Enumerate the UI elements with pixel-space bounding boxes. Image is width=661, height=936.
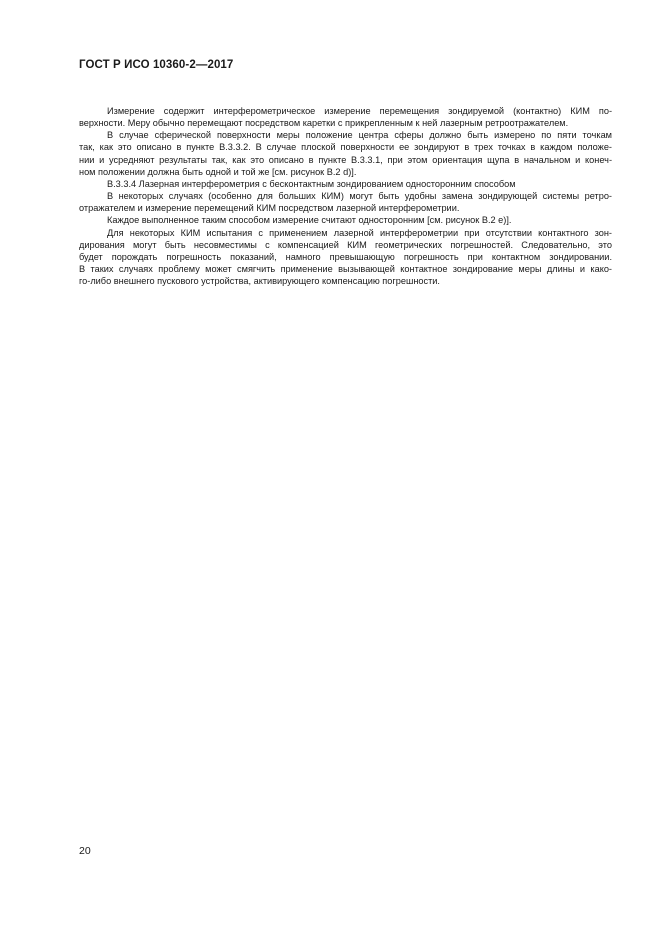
text-line: Измерение содержит интерферометрическое измерение перемещения зондируемой (контактно) КИМ по- <box>107 106 612 116</box>
text-line: будет порождать погрешность показаний, намного превышающую погрешность при контактном зондировании. <box>79 251 612 262</box>
page-number: 20 <box>79 845 91 857</box>
text-line: Для некоторых КИМ испытания с применением лазерной интерферометрии при отсутствии контактного зон- <box>107 227 612 238</box>
text-line: нии и усредняют результаты так, как это описано в пункте B.3.3.1, при этом ориентация щупа в начальном и конеч- <box>79 154 612 165</box>
text-line: Каждое выполненное таким способом измерение считают односторонним [см. рисунок B.2 e)]. <box>107 215 512 226</box>
text-line: верхности. Меру обычно перемещают посредством каретки с прикрепленным к ней лазерным ретроотражателем. <box>79 118 569 129</box>
text-line: так, как это описано в пункте B.3.3.2. В случае плоской поверхности ее зондируют в трех точках в каждом положе- <box>79 142 612 153</box>
body-text <box>79 105 612 287</box>
text-line: В случае сферической поверхности меры положение центра сферы должно быть измерено по пяти точкам <box>107 130 612 141</box>
text-line: ном положении должна быть одной и той же [см. рисунок B.2 d)]. <box>79 166 357 177</box>
text-line: отражателем и измерение перемещений КИМ посредством лазерной интерферометрии. <box>79 203 460 214</box>
section-heading: B.3.3.4 Лазерная интерферометрия с бесконтактным зондированием односторонним способом <box>107 178 516 189</box>
text-line: го-либо внешнего пускового устройства, активирующего компенсацию погрешности. <box>79 276 440 287</box>
text-line: дирования могут быть несовместимы с компенсацией КИМ геометрических погрешностей. Следовательно, это <box>79 239 612 250</box>
document-header: ГОСТ Р ИСО 10360-2—2017 <box>79 59 234 71</box>
text-line: В таких случаях проблему может смягчить применение вызывающей контактное зондирование меры длины и како- <box>79 264 612 275</box>
text-line: В некоторых случаях (особенно для больших КИМ) могут быть удобны замена зондирующей системы ретро- <box>107 191 612 202</box>
